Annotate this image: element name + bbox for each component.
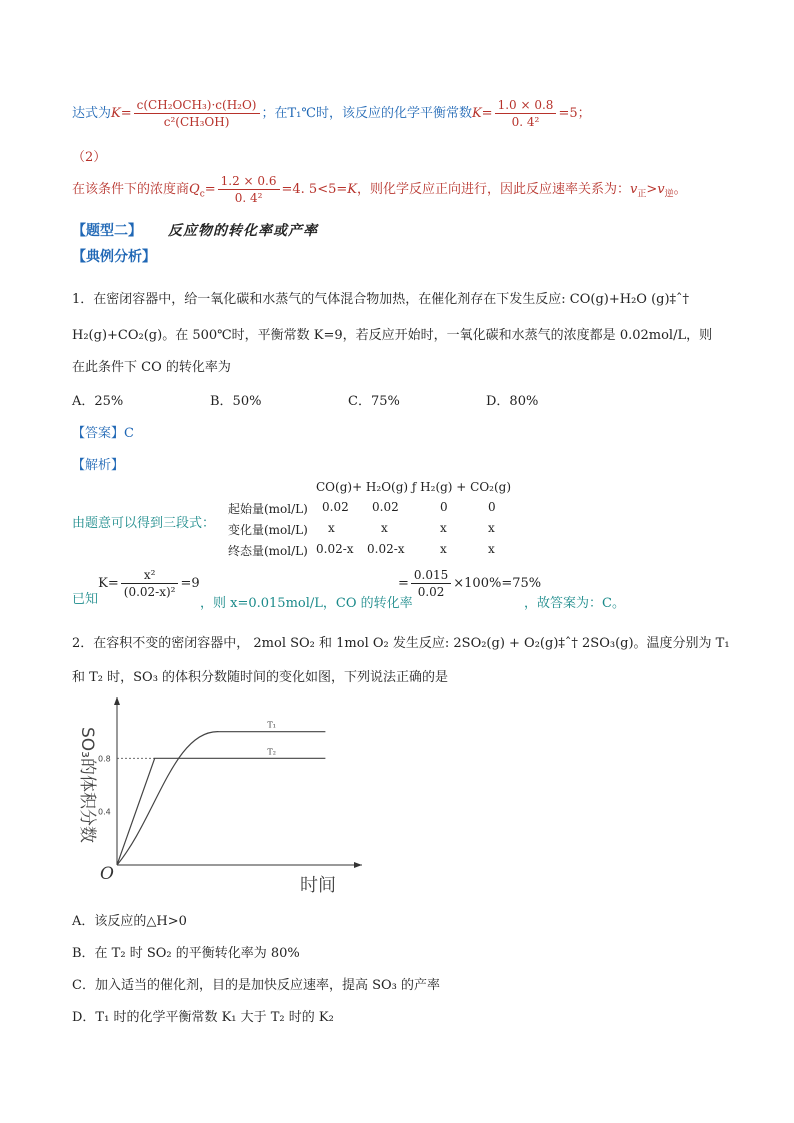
- y-axis-label: SO₃的体积分数: [77, 727, 97, 843]
- q1-line-3: 在此条件下 CO 的转化率为: [72, 360, 231, 375]
- qc-tail: ，则化学反应正向进行，因此反应速率关系为：: [356, 182, 630, 197]
- three-stage-lead: 由题意可以得到三段式：: [72, 516, 216, 531]
- k-symbol-2: K: [347, 182, 357, 197]
- cell: x: [440, 521, 447, 535]
- table-row: [228, 500, 320, 517]
- k2-symbol: K: [471, 106, 482, 121]
- qc-compare: =4. 5<5=: [281, 182, 348, 197]
- qc-denominator: 0. 4²: [234, 191, 263, 205]
- y-axis-arrow: [114, 697, 120, 705]
- cell: x: [328, 521, 335, 535]
- section-tag: 【题型二】: [72, 223, 142, 239]
- cell: x: [381, 521, 388, 535]
- cell: 0.02-x: [367, 542, 405, 556]
- q1-text-1b: H₂O (g)‡ˆ†: [619, 292, 690, 307]
- q1-line-1: [72, 288, 689, 307]
- semicolon-text: ；在: [261, 106, 288, 121]
- v-forward: v: [630, 182, 638, 197]
- cell: x: [440, 542, 447, 556]
- cell: 0: [440, 500, 448, 514]
- conversion-calc: [398, 568, 541, 599]
- example-heading: 【典例分析】: [72, 249, 156, 265]
- cell: 0.02: [372, 500, 399, 514]
- k-lhs: K=: [98, 576, 119, 591]
- period: 。: [673, 182, 687, 197]
- qc-prefix: 在该条件下的浓度商: [72, 182, 190, 197]
- qc-line: 在该条件下的浓度商$Q_c=$ $\frac{1.2 \times 0.6}{\text{0. 4²}}$ =4. 5<5=K，则化学反应正向进行，因此反应速率关系为：$v_正>v_逆$。: [72, 174, 687, 205]
- q2-option-b: B．在 T₂ 时 SO₂ 的平衡转化率为 80%: [72, 946, 300, 961]
- table-row: [228, 521, 308, 538]
- qc-symbol: Q: [189, 182, 200, 197]
- q1-analysis-heading: 【解析】: [72, 458, 125, 473]
- q1-option-a: A．25%: [72, 394, 124, 409]
- k-fraction: [121, 568, 179, 599]
- cell: 0: [488, 500, 496, 514]
- row-label-change: 变化量(mol/L): [228, 523, 308, 537]
- three-stage-header: CO(g)+ H₂O(g) ƒ H₂(g) + CO₂(g): [316, 480, 512, 494]
- known-line: [72, 568, 200, 607]
- series-label-1: T₁: [267, 720, 276, 730]
- cell: 0.02: [322, 500, 349, 514]
- series-line-2: [117, 758, 325, 865]
- k-expression-denominator: c²(CH₃OH): [163, 115, 230, 129]
- row-label-initial: 起始量(mol/L): [228, 502, 308, 516]
- q1-answer: 【答案】C: [72, 426, 134, 441]
- t1-text: T₁℃时，该反应的化学平衡常数: [287, 106, 472, 121]
- k-fraction-den: (0.02-x)²: [123, 585, 176, 599]
- q2-option-a: A．该反应的△H>0: [72, 914, 187, 929]
- x-axis-label: 时间: [300, 875, 336, 896]
- part-2-label: （2）: [72, 150, 107, 165]
- y-tick-label: 0.8: [98, 754, 111, 764]
- q2-option-c: C．加入适当的催化剂，目的是加快反应速率，提高 SO₃ 的产率: [72, 978, 440, 993]
- greater-sign: >: [646, 182, 658, 197]
- conversion-fraction: [411, 568, 451, 599]
- cell: 0.02-x: [316, 542, 354, 556]
- y-tick-label: 0.4: [98, 807, 111, 817]
- conversion-text: ，则 x=0.015mol/L，CO 的转化率: [200, 596, 413, 611]
- row-label-final: 终态量(mol/L): [228, 544, 308, 558]
- conv-num: 0.015: [411, 568, 451, 584]
- k-expression-prefix: 达式为: [72, 106, 112, 121]
- qc-numerator: 1.2 × 0.6: [218, 174, 280, 190]
- cell: x: [488, 542, 495, 556]
- v-forward-sub: 正: [637, 189, 647, 200]
- table-row: [228, 542, 308, 559]
- q2-line-2: 和 T₂ 时，SO₃ 的体积分数随时间的变化如图，下列说法正确的是: [72, 670, 449, 685]
- v-reverse-sub: 逆: [664, 189, 674, 200]
- k-expression-numerator: c(CH₂OCH₃)·c(H₂O): [134, 98, 260, 114]
- qc-fraction: [218, 174, 280, 205]
- q1-final-answer: ，故答案为：C。: [524, 596, 625, 611]
- conv-equals: =: [398, 576, 409, 591]
- qc-subscript: c: [199, 189, 205, 200]
- known-label: 已知: [72, 592, 99, 607]
- section-title: 反应物的转化率或产率: [168, 223, 318, 239]
- origin-label: O: [100, 864, 114, 884]
- cell: x: [488, 521, 495, 535]
- k-fraction-num: x²: [121, 568, 179, 584]
- k-value-denominator: 0. 4²: [511, 115, 540, 129]
- x-axis-arrow: [354, 862, 362, 868]
- so3-volume-fraction-chart: [72, 690, 372, 900]
- q1-text-1: 1．在密闭容器中，给一氧化碳和水蒸气的气体混合物加热，在催化剂存在下发生反应: CO(g)+: [72, 292, 620, 307]
- k-value-tail: =5；: [558, 106, 591, 121]
- q2-line-1: 2．在容积不变的密闭容器中， 2mol SO₂ 和 1mol O₂ 发生反应: 2SO₂(g) + O₂(g)‡ˆ† 2SO₃(g)。温度分别为 T₁: [72, 636, 730, 651]
- k-expression-line: 达式为K= $\frac{\text{c(CH₂OCH₃)·c(H₂O)}}{\text{c²(CH₃OH)}}$ ；在T₁℃时，该反应的化学平衡常数K= $\frac{1.0 \times 0.8}{\text{0. 4²}}$ =5；: [72, 98, 591, 129]
- k-tail: =9: [180, 576, 200, 591]
- k-symbol: K: [111, 106, 121, 121]
- q1-option-c: C．75%: [348, 394, 400, 409]
- q1-option-d: D．80%: [486, 394, 539, 409]
- q1-line-2: H₂(g)+CO₂(g)。在 500℃时，平衡常数 K=9，若反应开始时，一氧化碳和水蒸气的浓度都是 0.02mol/L，则: [72, 328, 713, 343]
- v-reverse: v: [657, 182, 665, 197]
- conv-tail: ×100%=75%: [453, 576, 542, 591]
- k-value-numerator: 1.0 × 0.8: [495, 98, 557, 114]
- conv-den: 0.02: [417, 585, 445, 599]
- series-label-2: T₂: [267, 747, 276, 757]
- series-line-1: [117, 732, 325, 865]
- q1-option-b: B．50%: [210, 394, 262, 409]
- k-expression-fraction: [134, 98, 260, 129]
- equals-sign: =: [120, 106, 132, 121]
- q2-option-d: D．T₁ 时的化学平衡常数 K₁ 大于 T₂ 时的 K₂: [72, 1010, 334, 1025]
- k-value-fraction: [495, 98, 557, 129]
